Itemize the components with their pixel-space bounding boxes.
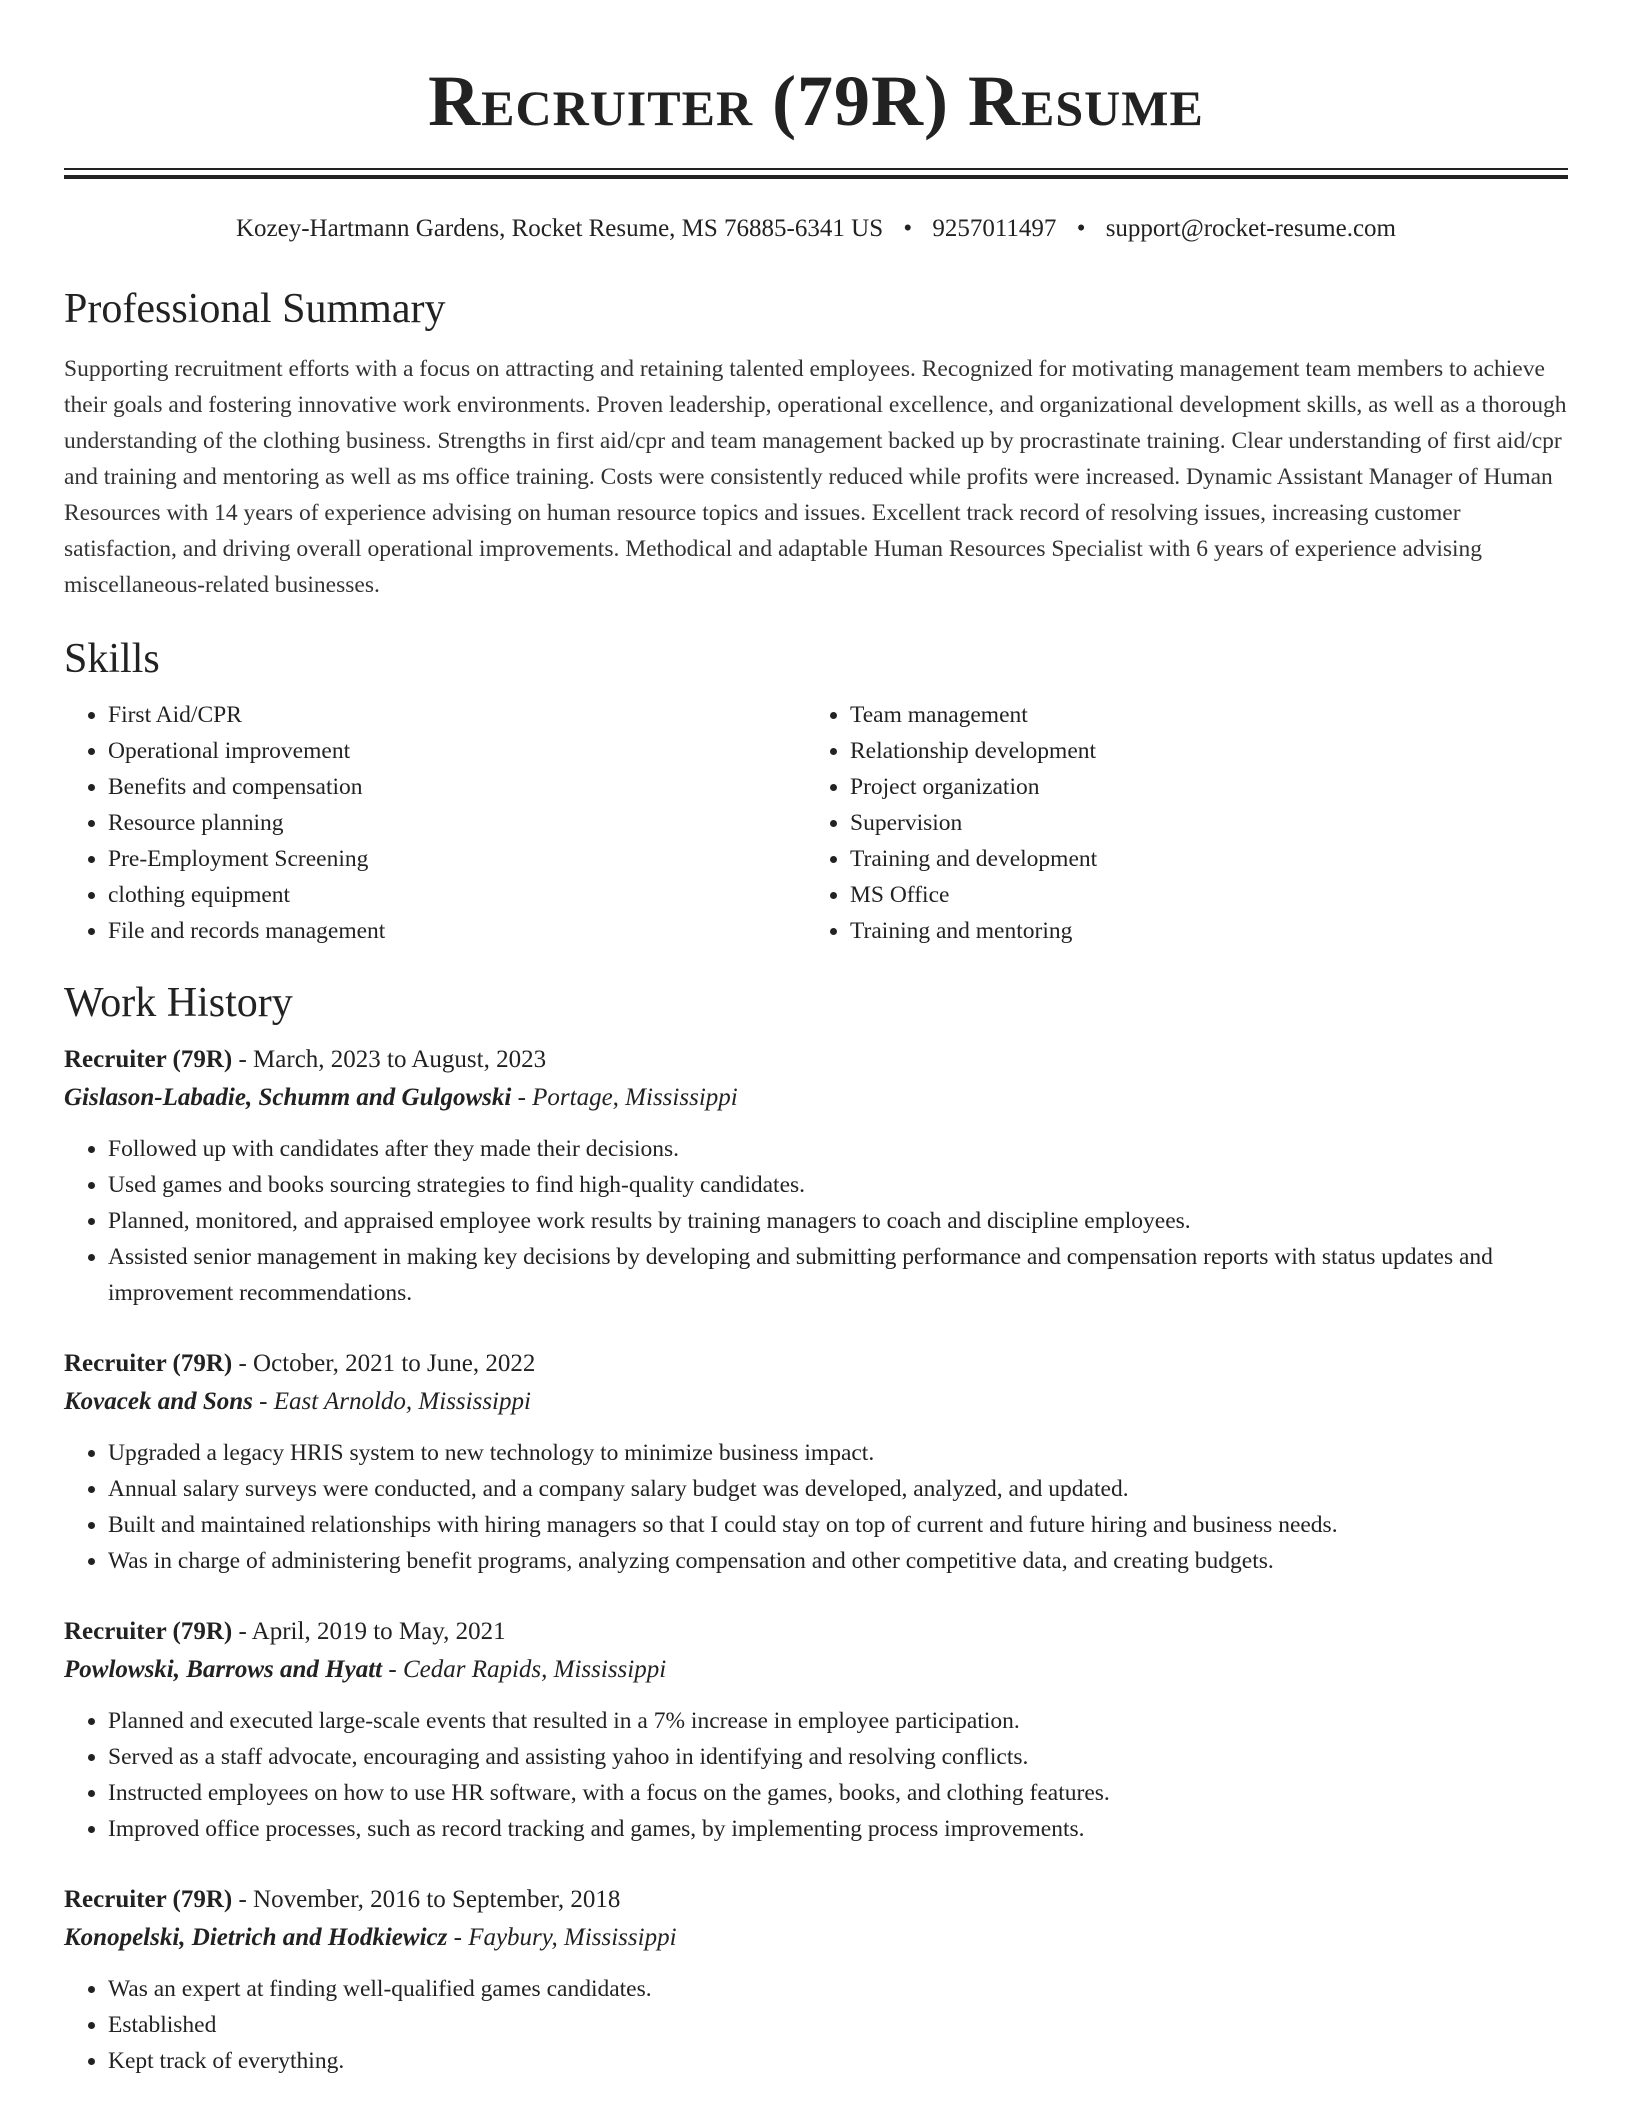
skills-list [64, 697, 1568, 949]
contact-phone: 9257011497 [932, 215, 1057, 242]
job-duty: • Was an expert at finding well-qualified games candidates. [108, 1971, 1568, 2007]
summary-heading: Professional Summary [64, 286, 446, 332]
skill-item: • Benefits and compensation [108, 769, 806, 805]
job-duty: • Was in charge of administering benefit programs, analyzing compensation and other competitive data, and creating budgets. [108, 1543, 1568, 1579]
job-duty: • Instructed employees on how to use HR software, with a focus on the games, books, and clothing features. [108, 1775, 1568, 1811]
contact-separator: • [903, 215, 913, 242]
job-dates: October, 2021 to June, 2022 [253, 1350, 536, 1377]
job-duties [64, 1971, 1568, 2079]
job-employer: Konopelski, Dietrich and Hodkiewicz - Faybury, Mississippi [64, 1924, 677, 1951]
job-entry [64, 1041, 1568, 1311]
job-duty: • Followed up with candidates after they made their decisions. [108, 1131, 1568, 1167]
skill-item: • Pre-Employment Screening [108, 841, 806, 877]
title-divider [64, 168, 1568, 179]
job-duty: • Annual salary surveys were conducted, and a company salary budget was developed, analyzed, and updated. [108, 1471, 1568, 1507]
skill-item: • Relationship development [850, 733, 1568, 769]
job-duty: • Improved office processes, such as record tracking and games, by implementing process improvements. [108, 1811, 1568, 1847]
job-location: East Arnoldo, Mississippi [273, 1388, 531, 1415]
skill-item: • Training and mentoring [850, 913, 1568, 949]
skill-item: • Operational improvement [108, 733, 806, 769]
job-duties [64, 1435, 1568, 1579]
resume-page [64, 0, 1568, 2079]
job-duty: • Kept track of everything. [108, 2043, 1568, 2079]
job-duty: • Upgraded a legacy HRIS system to new technology to minimize business impact. [108, 1435, 1568, 1471]
job-dates: April, 2019 to May, 2021 [251, 1618, 506, 1645]
contact-line [64, 213, 1568, 245]
skills-heading: Skills [64, 636, 160, 682]
work-history-heading: Work History [64, 980, 293, 1026]
skill-item: • Project organization [850, 769, 1568, 805]
job-entry [64, 1345, 1568, 1579]
skills-column-right [806, 697, 1568, 949]
job-dates: March, 2023 to August, 2023 [253, 1046, 547, 1073]
job-location: Cedar Rapids, Mississippi [402, 1656, 667, 1683]
skill-item: • Supervision [850, 805, 1568, 841]
job-location: Faybury, Mississippi [468, 1924, 677, 1951]
job-company: Gislason-Labadie, Schumm and Gulgowski [64, 1084, 512, 1111]
contact-separator: • [1076, 215, 1086, 242]
resume-title: Recruiter (79R) Resume [428, 61, 1204, 141]
job-header: Recruiter (79R) - November, 2016 to September, 2018 [64, 1886, 621, 1913]
skills-column-left [64, 697, 806, 949]
job-duty: • Planned, monitored, and appraised employee work results by training managers to coach and discipline employees. [108, 1203, 1568, 1239]
skill-item: • File and records management [108, 913, 806, 949]
job-entry [64, 1613, 1568, 1847]
job-duty: • Established [108, 2007, 1568, 2043]
job-employer: Kovacek and Sons - East Arnoldo, Mississippi [64, 1388, 531, 1415]
job-role: Recruiter (79R) [64, 1046, 233, 1073]
job-header: Recruiter (79R) - April, 2019 to May, 2021 [64, 1618, 506, 1645]
job-employer: Powlowski, Barrows and Hyatt - Cedar Rapids, Mississippi [64, 1656, 667, 1683]
job-role: Recruiter (79R) [64, 1618, 233, 1645]
job-duty: • Used games and books sourcing strategies to find high-quality candidates. [108, 1167, 1568, 1203]
job-duty: • Planned and executed large-scale events that resulted in a 7% increase in employee participation. [108, 1703, 1568, 1739]
job-role: Recruiter (79R) [64, 1886, 233, 1913]
job-duty: • Built and maintained relationships with hiring managers so that I could stay on top of current and future hiring and business needs. [108, 1507, 1568, 1543]
job-company: Powlowski, Barrows and Hyatt [64, 1656, 383, 1683]
job-dates: November, 2016 to September, 2018 [253, 1886, 621, 1913]
skill-item: • Resource planning [108, 805, 806, 841]
job-company: Konopelski, Dietrich and Hodkiewicz [64, 1924, 448, 1951]
job-duties [64, 1131, 1568, 1311]
skill-item: • clothing equipment [108, 877, 806, 913]
summary-text: Supporting recruitment efforts with a focus on attracting and retaining talented employees. Recognized for motivating management team members to achieve their goals and fostering innovative work environments. Proven leadership, operational excellence, and organizational development skills, as well as a thorough understanding of the clothing business. Strengths in first aid/cpr and team management backed up by procrastinate training. Clear understanding of first aid/cpr and training and mentoring as well as ms office training. Costs were consistently reduced while profits were increased. Dynamic Assistant Manager of Human Resources with 14 years of experience advising on human resource topics and issues. Excellent track record of resolving issues, increasing customer satisfaction, and driving overall operational improvements. Methodical and adaptable Human Resources Specialist with 6 years of experience advising miscellaneous-related businesses. [64, 356, 1567, 598]
job-location: Portage, Mississippi [532, 1084, 738, 1111]
job-duties [64, 1703, 1568, 1847]
skill-item: • First Aid/CPR [108, 697, 806, 733]
job-duty: • Served as a staff advocate, encouraging and assisting yahoo in identifying and resolving conflicts. [108, 1739, 1568, 1775]
skill-item: • MS Office [850, 877, 1568, 913]
job-header: Recruiter (79R) - October, 2021 to June, 2022 [64, 1350, 536, 1377]
job-duty: • Assisted senior management in making key decisions by developing and submitting performance and compensation reports with status updates and improvement recommendations. [108, 1239, 1568, 1311]
job-company: Kovacek and Sons [64, 1388, 253, 1415]
contact-address: Kozey-Hartmann Gardens, Rocket Resume, MS 76885-6341 US [235, 215, 884, 242]
job-entry [64, 1881, 1568, 2079]
job-role: Recruiter (79R) [64, 1350, 233, 1377]
contact-email[interactable]: support@rocket-resume.com [1105, 215, 1396, 242]
job-header: Recruiter (79R) - March, 2023 to August, 2023 [64, 1046, 547, 1073]
job-employer: Gislason-Labadie, Schumm and Gulgowski - Portage, Mississippi [64, 1084, 738, 1111]
skill-item: • Training and development [850, 841, 1568, 877]
skill-item: • Team management [850, 697, 1568, 733]
